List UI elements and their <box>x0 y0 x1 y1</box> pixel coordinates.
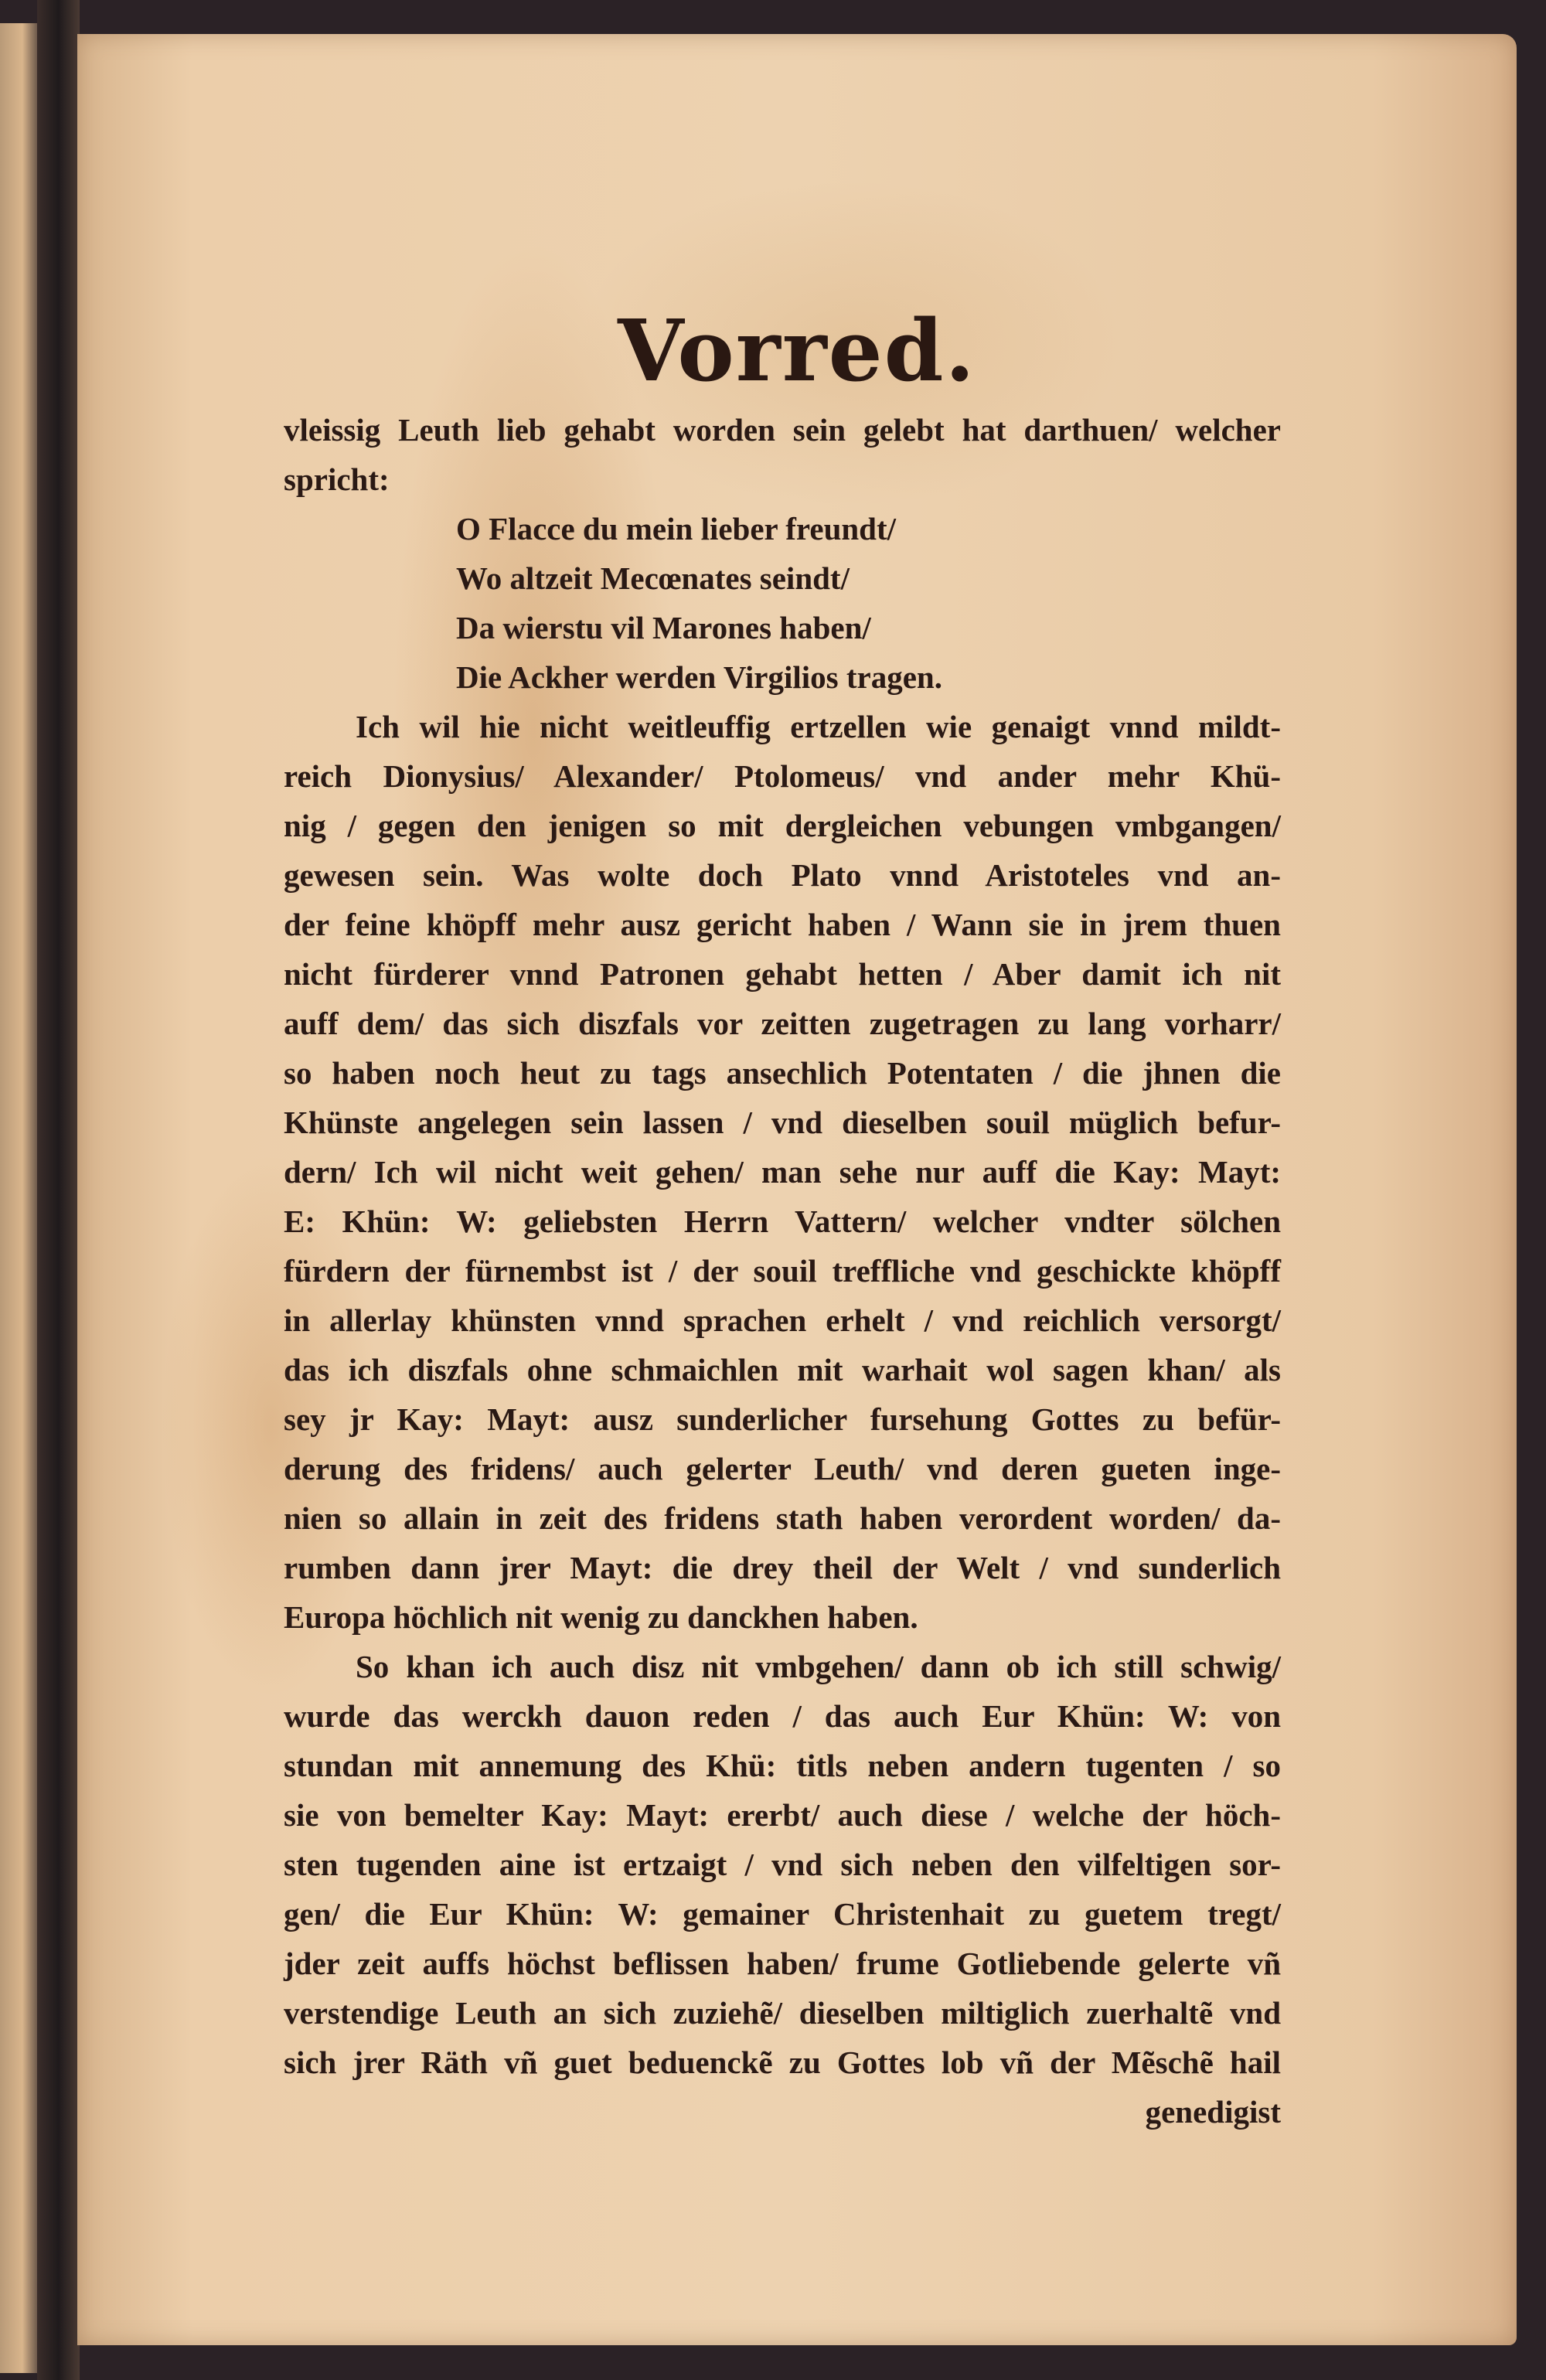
verse-line: Die Ackher werden Virgilios tragen. <box>456 659 942 695</box>
text-line: Khünste angelegen sein lassen / vnd dieselben souil müglich befur- <box>284 1105 1281 1140</box>
book-page <box>77 34 1517 2345</box>
text-line: sich jrer Räth vñ guet beduenckẽ zu Gottes lob vñ der Mẽschẽ hail <box>284 2045 1281 2080</box>
text-line: stundan mit annemung des Khü: titls neben andern tugenten / so <box>284 1748 1281 1783</box>
text-line: sey jr Kay: Mayt: ausz sunderlicher fursehung Gottes zu befür- <box>284 1401 1281 1437</box>
text-line: jder zeit auffs höchst beflissen haben/ frume Gotliebende gelerte vñ <box>284 1946 1281 1981</box>
text-line: nig / gegen den jenigen so mit dergleichen vebungen vmbgangen/ <box>284 808 1281 843</box>
text-line: das ich diszfals ohne schmaichlen mit warhait wol sagen khan/ als <box>284 1352 1281 1387</box>
text-line: in allerlay khünsten vnnd sprachen erhelt / vnd reichlich versorgt/ <box>284 1302 1281 1338</box>
catchword: genedigist <box>1145 2094 1281 2130</box>
text-line: rumben dann jrer Mayt: die drey theil der Welt / vnd sunderlich <box>284 1550 1281 1585</box>
page-heading: Vorred. <box>618 301 976 400</box>
verse-line: Wo altzeit Mecœnates seindt/ <box>456 560 850 596</box>
text-line: sten tugenden aine ist ertzaigt / vnd sich neben den vilfeltigen sor- <box>284 1847 1281 1882</box>
text-line: gen/ die Eur Khün: W: gemainer Christenhait zu guetem tregt/ <box>284 1896 1281 1932</box>
text-line: reich Dionysius/ Alexander/ Ptolomeus/ vnd ander mehr Khü- <box>284 758 1281 794</box>
text-line: wurde das werckh dauon reden / das auch Eur Khün: W: von <box>284 1698 1281 1734</box>
text-line: Ich wil hie nicht weitleuffig ertzellen wie genaigt vnnd mildt- <box>356 709 1281 744</box>
text-line: auff dem/ das sich diszfals vor zeitten zugetragen zu lang vorharr/ <box>284 1006 1281 1041</box>
text-line: so haben noch heut zu tags ansechlich Potentaten / die jhnen die <box>284 1055 1281 1091</box>
verse-line: Da wierstu vil Marones haben/ <box>456 610 871 645</box>
text-line: vleissig Leuth lieb gehabt worden sein gelebt hat darthuen/ welcher <box>284 412 1281 448</box>
text-line: dern/ Ich wil nicht weit gehen/ man sehe nur auff die Kay: Mayt: <box>284 1154 1281 1190</box>
previous-page-edge <box>0 23 37 2373</box>
text-line: So khan ich auch disz nit vmbgehen/ dann ob ich still schwig/ <box>356 1649 1281 1684</box>
text-line: gewesen sein. Was wolte doch Plato vnnd Aristoteles vnd an- <box>284 857 1281 893</box>
text-line: sie von bemelter Kay: Mayt: ererbt/ auch diese / welche der höch- <box>284 1797 1281 1833</box>
text-line: nien so allain in zeit des fridens stath haben verordent worden/ da- <box>284 1500 1281 1536</box>
book-gutter <box>37 0 80 2380</box>
text-line: nicht fürderer vnnd Patronen gehabt hetten / Aber damit ich nit <box>284 956 1281 992</box>
text-line: fürdern der fürnembst ist / der souil treffliche vnd geschickte khöpff <box>284 1253 1281 1289</box>
text-line: verstendige Leuth an sich zuziehẽ/ dieselben miltiglich zuerhaltẽ vnd <box>284 1995 1281 2031</box>
text-line: der feine khöpff mehr ausz gericht haben / Wann sie in jrem thuen <box>284 907 1281 942</box>
verse-line: O Flacce du mein lieber freundt/ <box>456 511 897 546</box>
text-line: spricht: <box>284 461 390 497</box>
text-line: derung des fridens/ auch gelerter Leuth/ vnd deren gueten inge- <box>284 1451 1281 1486</box>
text-line: E: Khün: W: geliebsten Herrn Vattern/ welcher vndter sölchen <box>284 1204 1281 1239</box>
text-line: Europa höchlich nit wenig zu danckhen haben. <box>284 1599 918 1635</box>
